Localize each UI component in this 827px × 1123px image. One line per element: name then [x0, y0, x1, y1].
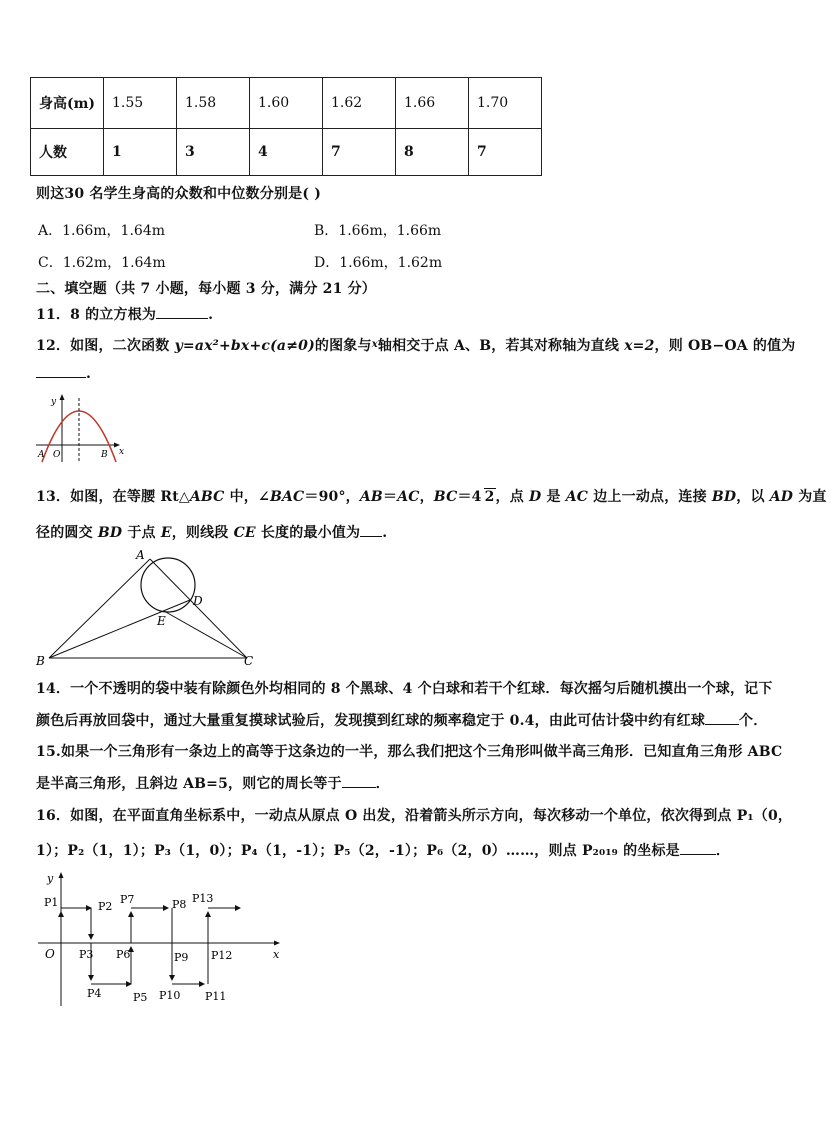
- table-cell: 7: [323, 129, 396, 176]
- q12-answer-line: [36, 366, 91, 382]
- segment-bd: [49, 600, 190, 658]
- q13-text: 13．如图，在等腰 Rt△: [36, 489, 190, 505]
- answer-blank: [360, 536, 382, 537]
- fig-label-b: B: [101, 450, 108, 460]
- fig-label-b: B: [36, 654, 45, 668]
- fig-point-label: P8: [172, 898, 187, 911]
- fig-point-label: P11: [205, 990, 227, 1003]
- fig-label-a: A: [38, 450, 45, 460]
- q16-line2: [36, 840, 730, 860]
- q13-var: CE: [233, 525, 256, 541]
- q13-text: ＝4: [457, 489, 482, 505]
- q12-text: 轴相交于点 A、B，若其对称轴为直线: [377, 338, 625, 354]
- fig-label-o: O: [45, 947, 55, 961]
- fig-point-label: P1: [44, 896, 59, 909]
- q13-text: 于点: [122, 525, 161, 541]
- q16-end: ．: [715, 843, 731, 859]
- q12-xvar: x: [371, 339, 378, 350]
- section-title: 二、填空题（共 7 小题，每小题 3 分，满分 21 分）: [36, 281, 377, 297]
- q13-var: AC: [397, 489, 420, 505]
- q13-var: AB: [359, 489, 383, 505]
- q13-text: ，则线段: [171, 525, 234, 541]
- table-cell: 1.58: [177, 78, 250, 129]
- fig-point-label: P5: [133, 991, 148, 1004]
- q13-var: BD: [711, 489, 737, 505]
- q12: [36, 335, 796, 355]
- answer-blank: [680, 854, 716, 855]
- fig-label-e: E: [157, 614, 166, 628]
- q13-text: 边上一动点，连接: [588, 489, 712, 505]
- q13-var: E: [160, 525, 172, 541]
- q13-var: AD: [769, 489, 794, 505]
- q13-var: ABC: [189, 489, 225, 505]
- q13-text: ，: [419, 489, 434, 505]
- triangle-circle-figure: [30, 545, 270, 670]
- table-cell: 1: [104, 129, 177, 176]
- q13-line2: [36, 522, 387, 542]
- table-cell: 1.66: [396, 78, 469, 129]
- table-cell: 8: [396, 129, 469, 176]
- q13-text: 为直: [793, 489, 827, 505]
- q16-text: 1）；P₂（1，1）；P₃（1，0）；P₄（1，-1）；P₅（2，-1）；P₆（2，0）……，则点 P₂₀₁₉ 的坐标是: [36, 843, 680, 859]
- answer-blank: [36, 377, 86, 378]
- q13-var: AC: [565, 489, 589, 505]
- q10-option-b: B．1.66m，1.66m: [314, 223, 442, 239]
- fig-point-label: P13: [192, 892, 214, 905]
- q10-option-c: C．1.62m，1.64m: [38, 255, 166, 271]
- fig-point-label: P12: [211, 949, 233, 962]
- fig-label-a: A: [136, 548, 145, 562]
- segment-ce: [164, 611, 247, 658]
- segment-ac: [150, 559, 247, 658]
- y-axis-arrow: [60, 394, 65, 400]
- fig-point-label: P7: [120, 893, 135, 906]
- q13-line1: [36, 486, 827, 506]
- table-cell: 3: [177, 129, 250, 176]
- fig-point-label: P3: [79, 948, 94, 961]
- q15-end: ．: [375, 776, 390, 792]
- q14-line1: 14．一个不透明的袋中装有除颜色外均相同的 8 个黑球、4 个白球和若干个红球．每次摇匀后随机摸出一个球，记下: [36, 681, 773, 697]
- answer-blank: [705, 724, 739, 725]
- q12-axis: x=2: [624, 338, 655, 354]
- coordinate-path-figure: [30, 868, 290, 1013]
- q12-text: ，则 OB−OA 的值为: [654, 338, 796, 354]
- fig-point-label: P9: [174, 951, 189, 964]
- q10-option-a: A．1.66m，1.64m: [38, 223, 166, 239]
- q13-text: 中，∠: [224, 489, 270, 505]
- segment-ab: [49, 559, 150, 658]
- q15-line2: [36, 773, 390, 793]
- fig-label-c: C: [244, 654, 254, 668]
- q15-line1: 15.如果一个三角形有一条边上的高等于这条边的一半，那么我们把这个三角形叫做半高三角形．已知直角三角形 ABC: [36, 744, 783, 760]
- q13-text: 长度的最小值为: [255, 525, 361, 541]
- table-row-heights: [31, 78, 542, 129]
- q13-var: D: [529, 489, 542, 505]
- fig-label-y: y: [47, 872, 54, 885]
- table-cell: 1.70: [469, 78, 542, 129]
- x-axis-arrow: [274, 941, 280, 946]
- table-header-label: 身高(m): [31, 78, 104, 129]
- q12-formula: y=ax²+bx+c(a≠0): [174, 338, 315, 354]
- answer-blank: [156, 318, 208, 319]
- q11-end: .: [208, 307, 214, 323]
- q13-var: BD: [97, 525, 123, 541]
- table-cell: 7: [469, 129, 542, 176]
- q13-text: ，点: [495, 489, 530, 505]
- q15-text: 是半高三角形，且斜边 AB=5，则它的周长等于: [36, 776, 342, 792]
- table-cell: 4: [250, 129, 323, 176]
- q12-text: 12．如图，二次函数: [36, 338, 175, 354]
- q13-text: ＝90°，: [304, 489, 360, 505]
- fig-point-label: P10: [159, 989, 181, 1002]
- q10-stem: 则这30 名学生身高的众数和中位数分别是( ): [36, 186, 322, 202]
- fig-label-x: x: [273, 948, 280, 961]
- q13-var: BC: [433, 489, 458, 505]
- table-count-label: 人数: [31, 129, 104, 176]
- y-axis-arrow: [59, 872, 64, 878]
- height-table: [30, 77, 542, 176]
- table-row-counts: [31, 129, 542, 176]
- fig-label-o: O: [53, 450, 61, 460]
- table-cell: 1.55: [104, 78, 177, 129]
- fig-label-y: y: [51, 397, 57, 407]
- fig-label-d: D: [193, 594, 203, 608]
- q13-text: 径的圆交: [36, 525, 98, 541]
- answer-blank: [342, 787, 376, 788]
- table-cell: 1.60: [250, 78, 323, 129]
- q14-text: 颜色后再放回袋中，通过大量重复摸球试验后，发现摸到红球的频率稳定于 0.4，由此可估计袋中约有红球: [36, 713, 706, 729]
- q11-text: 11．8 的立方根为: [36, 307, 157, 323]
- q13-text: ＝: [382, 489, 398, 505]
- q14-line2: [36, 710, 767, 730]
- fig-point-label: P6: [116, 948, 131, 961]
- q13-text: ，以: [736, 489, 770, 505]
- parabola-figure: [32, 390, 132, 470]
- q13-end: .: [382, 525, 388, 541]
- q13-var: BAC: [269, 489, 305, 505]
- q16-line1: 16．如图，在平面直角坐标系中，一动点从原点 O 出发，沿着箭头所示方向，每次移动一个单位，依次得到点 P₁（0，: [36, 808, 793, 824]
- fig-point-label: P4: [87, 987, 102, 1000]
- q12-end: .: [86, 366, 92, 382]
- sqrt-radicand: 2: [484, 489, 495, 505]
- fig-label-x: x: [119, 447, 125, 457]
- circle-ad: [141, 558, 195, 612]
- q12-text: 的图象与: [314, 338, 372, 354]
- q13-text: 是: [541, 489, 566, 505]
- table-cell: 1.62: [323, 78, 396, 129]
- q14-end: 个．: [739, 713, 768, 729]
- q11: [36, 304, 213, 324]
- fig-point-label: P2: [98, 900, 113, 913]
- q10-option-d: D．1.66m，1.62m: [314, 255, 443, 271]
